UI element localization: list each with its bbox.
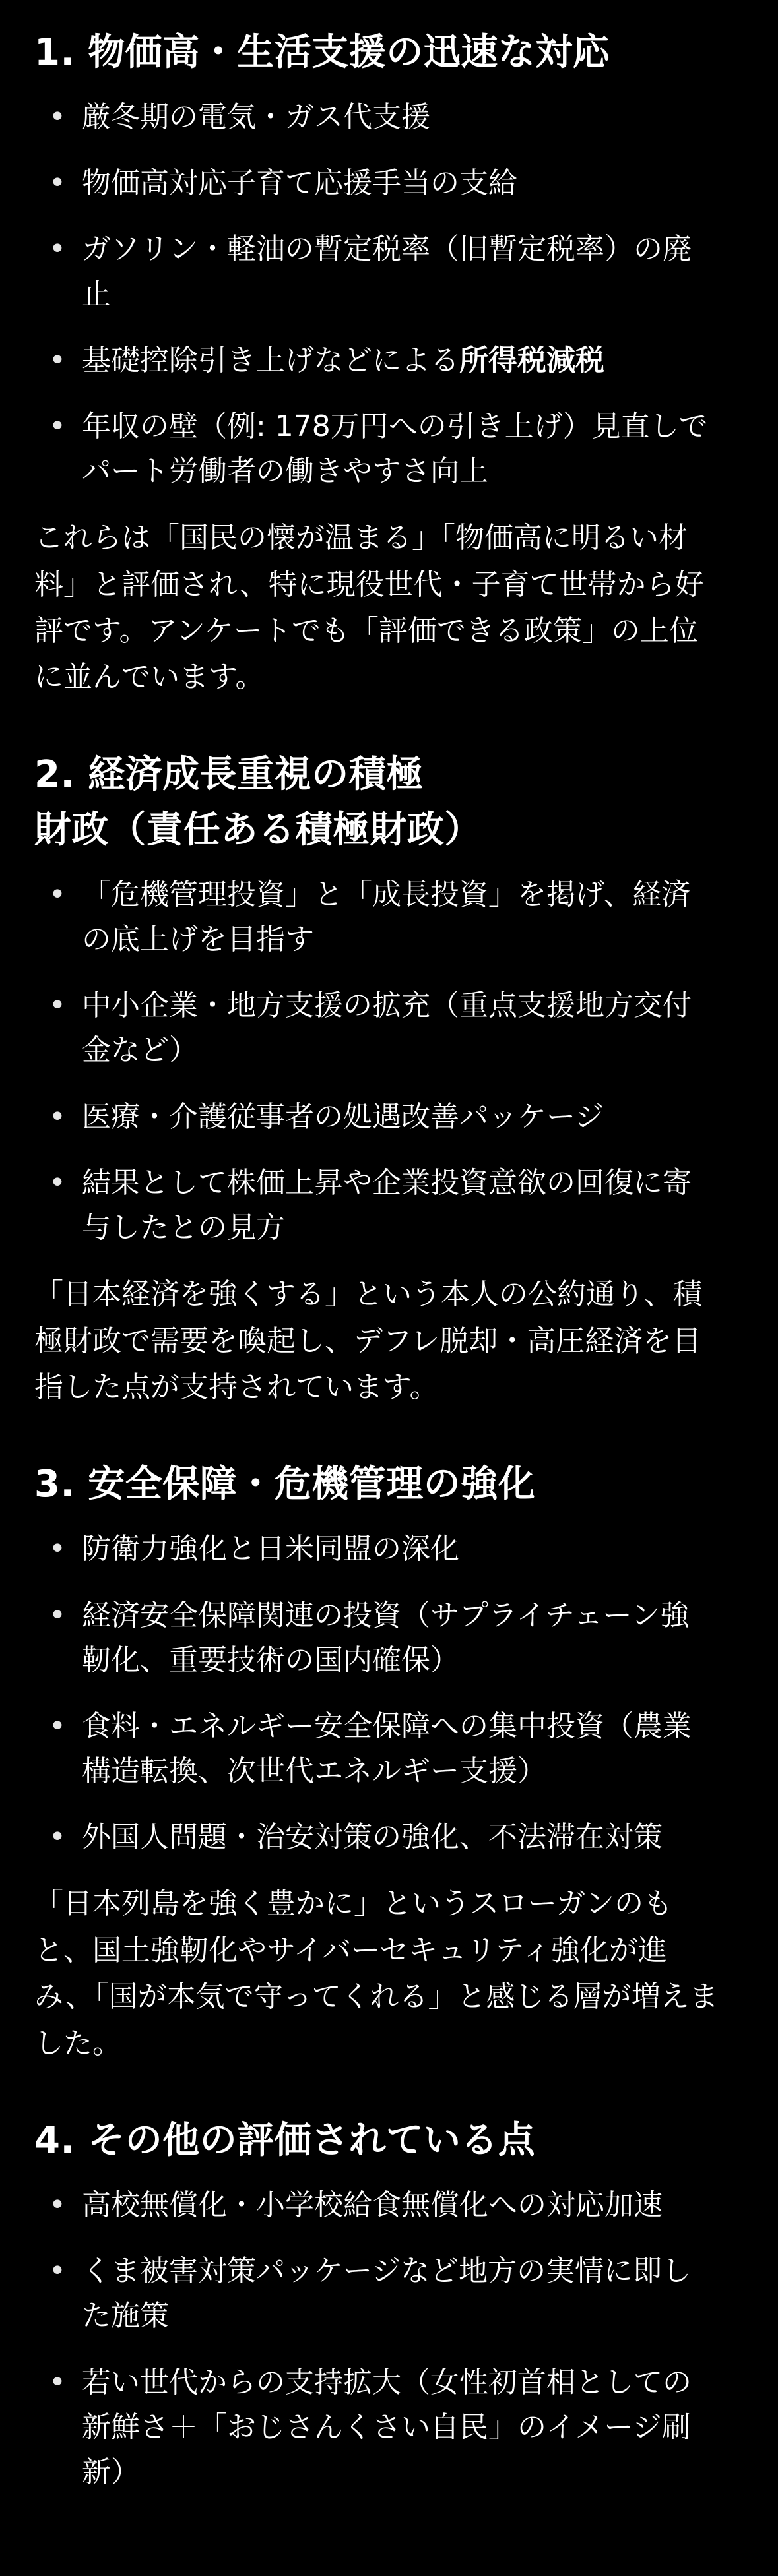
bullet-list [34, 873, 744, 1250]
bullet-list [34, 1527, 744, 1860]
list-item: • 食料・エネルギー安全保障への集中投資（農業構造転換、次世代エネルギー支援） [34, 1704, 744, 1794]
bullet-icon: • [49, 1709, 66, 1743]
list-item: • ガソリン・軽油の暫定税率（旧暫定税率）の廃止 [34, 227, 744, 317]
bullet-icon: • [49, 2254, 66, 2288]
bullet-icon: • [49, 343, 66, 377]
section-heading: 3. 安全保障・危機管理の強化 [34, 1463, 536, 1506]
bullet-list [34, 2183, 744, 2495]
section-4 [34, 2113, 744, 2495]
section-2 [34, 747, 744, 1411]
section-heading: 2. 経済成長重視の積極 財政（責任ある積極財政） [34, 752, 482, 851]
bullet-icon: • [49, 1820, 66, 1855]
list-item: • くま被害対策パッケージなど地方の実情に即した施策 [34, 2249, 744, 2339]
section-1 [34, 25, 744, 701]
bullet-icon: • [49, 1532, 66, 1566]
bullet-icon: • [49, 409, 66, 443]
list-item: • 医療・介護従事者の処遇改善パッケージ [34, 1095, 744, 1140]
list-item: • 経済安全保障関連の投資（サプライチェーン強靭化、重要技術の国内確保） [34, 1593, 744, 1683]
section-heading: 1. 物価高・生活支援の迅速な対応 [34, 31, 610, 74]
bullet-icon: • [49, 232, 66, 266]
emphasis-text: 所得税減税 [459, 343, 604, 377]
section-summary: 「日本経済を強くする」という本人の公約通り、積極財政で需要を喚起し、デフレ脱却・高圧経済を目指した点が支持されています。 [34, 1277, 702, 1404]
bullet-icon: • [49, 2365, 66, 2399]
list-item: • 中小企業・地方支援の拡充（重点支援地方交付金など） [34, 983, 744, 1073]
list-item: • 結果として株価上昇や企業投資意欲の回復に寄与したとの見方 [34, 1161, 744, 1250]
list-item: • 基礎控除引き上げなどによる所得税減税 [34, 338, 744, 383]
bullet-icon: • [49, 166, 66, 200]
list-item: • 若い世代からの支持拡大（女性初首相としての新鮮さ＋「おじさんくさい自民」のイメージ刷新） [34, 2360, 744, 2496]
list-item: • 年収の壁（例: 178万円への引き上げ）見直しでパート労働者の働きやすさ向上 [34, 404, 744, 494]
list-item: • 外国人問題・治安対策の強化、不法滞在対策 [34, 1815, 744, 1860]
list-item: • 厳冬期の電気・ガス代支援 [34, 95, 744, 140]
bullet-icon: • [49, 989, 66, 1023]
list-item: • 防衛力強化と日米同盟の深化 [34, 1527, 744, 1572]
section-3 [34, 1457, 744, 2067]
bullet-icon: • [49, 2188, 66, 2223]
list-item: • 高校無償化・小学校給食無償化への対応加速 [34, 2183, 744, 2228]
list-item: • 「危機管理投資」と「成長投資」を掲げ、経済の底上げを目指す [34, 873, 744, 962]
bullet-icon: • [49, 1165, 66, 1200]
bullet-icon: • [49, 877, 66, 911]
bullet-icon: • [49, 100, 66, 134]
bullet-icon: • [49, 1598, 66, 1632]
section-summary: 「日本列島を強く豊かに」というスローガンのもと、国土強靭化やサイバーセキュリティ強化が進み、「国が本気で守ってくれる」と感じる層が増えました。 [34, 1887, 719, 2060]
bullet-icon: • [49, 1099, 66, 1134]
section-summary: これらは「国民の懐が温まる」「物価高に明るい材料」と評価され、特に現役世代・子育て世帯から好評です。アンケートでも「評価できる政策」の上位に並んでいます。 [34, 521, 704, 694]
bullet-list [34, 95, 744, 494]
section-heading: 4. その他の評価されている点 [34, 2119, 536, 2162]
list-item: • 物価高対応子育て応援手当の支給 [34, 161, 744, 206]
